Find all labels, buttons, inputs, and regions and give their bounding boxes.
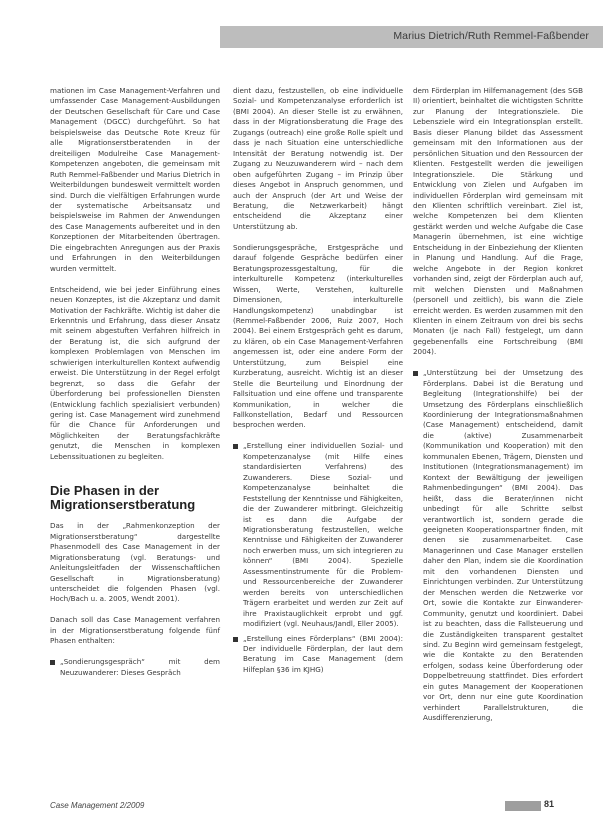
footer-band (505, 801, 541, 811)
running-header-authors: Marius Dietrich/Ruth Remmel-Faßbender (393, 30, 589, 42)
text-column-middle (233, 86, 403, 679)
bullet-square-icon (233, 637, 238, 642)
bullet-item (233, 634, 403, 676)
text-column-right (413, 86, 583, 728)
section-heading: Die Phasen in der Migrationserstberatung (50, 483, 196, 513)
text-column-left (50, 86, 220, 682)
page-number: 81 (544, 799, 555, 809)
bullet-square-icon (413, 371, 418, 376)
footer-journal: Case Management 2/2009 (50, 801, 145, 810)
paragraph: mationen im Case Management-Verfahren und umfassender Case Management-Ausbildungen der Deutschen Gesellschaft für Care und Case Management (DGCC) durchgeführt. So hat beispielsweise das Deutsche Rote Kreuz für alle Migrationserstberatenden in der dreiteiligen Modulreihe Case Management-Kompetenzen angeboten, die gemeinsam mit Ruth Remmel-Faßbender und Marius Dietrich in Weiterbildungen bundesweit vermittelt worden sind. Durch die vielfältigen Erfahrungen wurde der systematische Arbeitsansatz und beispielsweise im Rahmen der Anwendungen des Case Managements aufbereitet und in den Konzeptionen der Mitarbeitenden übertragen. Die eingebrachten Anregungen aus der Praxis und Erfahrungen in den Weiterbildungen wurden vermittelt. (50, 86, 220, 273)
paragraph: Entscheidend, wie bei jeder Einführung eines neuen Konzeptes, ist die Akzeptanz und damit Motivation der Fachkräfte. Wichtig ist daher die Erkenntnis und Erfahrung, dass dieser Ansatz mit seinem abgestuften Verfahren hilfreich in der Beratung ist, die sich aufgrund der komplexen Problemlagen von Menschen im schwierigen interkulturellen Kontext aufwendig erweist. Die Unterstützung in der Regel erfolgt begrenzt, so dass die Gefahr der Überforderung bei professionellen Diensten (Entwicklung fachlich spezialisiert verbunden) gering ist. Case Management wird zunehmend für die Chance für Anforderungen und Möglichkeiten der Beratungsfachkräfte genutzt, die Menschen in komplexen Lebenssituationen zu begleiten. (50, 284, 220, 461)
paragraph: dem Förderplan im Hilfemanagement (des SGB II) orientiert, beinhaltet die wichtigsten Schritte zur Planung der Integrationsziele. Die Lebensziele wird ein Integrationsplan erstellt. Basis dieser Planung bildet das Assessment gemeinsam mit den Informationen aus der persönlichen Situation und den Ressourcen der Klienten. Festgestellt werden die jeweiligen Integrationsziele. Die Stärkung und Entwicklung von Zielen und Aufgaben im individuellen Förderplan wird gemeinsam mit den Klienten schriftlich vereinbart. Ziel ist, welche Kompetenzen bei dem Klienten gestärkt werden und welche Aufgabe die Case Managerin übernehmen, ist eine wichtige Entscheidung in der Einbeziehung der Klienten in Planung und Handlung. Auf die Frage, welche Angebote in der Region konkret vorhanden sind, zeigt der Förderplan auch auf, mit welchen Diensten und Maßnahmen (personell und zeitlich), bis wann die Ziele erreicht werden. Es werden zusammen mit den Klienten in einem Zeitraum von drei bis sechs Monaten (je nach Fall) festgelegt, um dann gegebenenfalls eine Fortschreibung (BMI 2004). (413, 86, 583, 357)
running-header-band (220, 26, 603, 48)
bullet-item (413, 368, 583, 723)
paragraph: Sondierungsgespräche, Erstgespräche und darauf folgende Gespräche bedürfen einer Beratungsprozessgestaltung, für die interkulturelle Kompetenz (interkulturelles Wissen, Werte, Verstehen, kulturelle Dimensionen, interkulturelle Handlungskompetenz) unabdingbar ist (Remmel-Faßbender 2006, Ruiz 2007, Hoch 2004). Bei einem Erstgespräch geht es darum, zu klären, ob ein Case Management-Verfahren angemessen ist, oder eine andere Form der Unterstützung, zum Beispiel eine Kurzberatung, ausreicht. Wichtig ist an dieser Stelle die Beurteilung und Einordnung der Fallsituation und eine offene und transparente Kommunikation, in welcher die Fallkonstellation, Bedarf und Ressourcen besprochen werden. (233, 242, 403, 430)
bullet-item (233, 441, 403, 629)
bullet-text: „Unterstützung bei der Umsetzung des Förderplans. Dabei ist die Beratung und Begleitung (Integrationshilfe) bei der Umsetzung des Förderplans einschließlich Koordinierung der Integrationsmaßnahmen (Case Management) entscheidend, damit die (aktive) Zusammenarbeit (Kommunikation und Kooperation) mit den kommunalen Ebenen, Trägern, Diensten und Institutionen (Integrationsmanagement) im Kontext der Bewältigung der jeweiligen Rahmenbedingungen“ (BMI 2004). Das heißt, dass die Berater/innen nicht unbedingt für alle Schritte selbst verantwortlich ist, sondern gerade die geeigneten Kooperationspartner finden, mit denen sie zusammenarbeitet. Case Managerinnen und Case Manager erstellen daher den Plan, indem sie die Koordination mit den vorhandenen Diensten und Einrichtungen verbinden. Zur Unterstützung der Menschen werden die Netzwerke vor Ort, sowie die Kontakte zur Einwanderer-Community, genutzt und koordiniert. Dabei ist zu beachten, dass die Fallsteuerung und die Zuständigkeiten transparent gestaltet sind. Zu Beginn wird gemeinsam festgelegt, wie die Kontakte zu den Beratenden erfolgen, sodass keine Überforderung oder Doppelbetreuung stattfindet. Dies erfordert ein gutes Management der Kooperationen vor Ort, denn nur eine gute Koordination verhindert Parallelstrukturen, die Ausdifferenzierung, (423, 368, 583, 723)
bullet-text: „Erstellung einer individuellen Sozial- und Kompetenzanalyse (mit Hilfe eines standardisierten Verfahrens) des Zuwanderers. Diese Sozial- und Kompetenzanalyse beinhaltet die Feststellung der Kenntnisse und Fähigkeiten, die der Zuwanderer mitbringt. Gleichzeitig ist es dann die Aufgabe der Migrationsberatung festzustellen, welche Kenntnisse und Fähigkeiten der Zuwanderer noch erwerben muss, um sich integrieren zu können“ (BMI 2004). Spezielle Assessmentinstrumente für die Problem- und Ressourcenbereiche der Zuwanderer werden bereits von unterschiedlichen Trägern erarbeitet und werden zur Zeit auf ihre Praxistauglichkeit erprobt und ggf. modifiziert (vgl. Neuhaus/Jandl, Eller 2005). (243, 441, 403, 629)
bullet-square-icon (233, 444, 238, 449)
bullet-text: „Erstellung eines Förderplans“ (BMI 2004): Der individuelle Förderplan, der laut dem Beratung im Case Management (dem Hilfeplan §36 im KJHG) (243, 633, 403, 674)
bullet-square-icon (50, 660, 55, 665)
paragraph: dient dazu, festzustellen, ob eine individuelle Sozial- und Kompetenzanalyse erforderlich ist (BMI 2004). An dieser Stelle ist zu erwähnen, dass in der Migrationsberatung die Frage des Zugangs (outreach) eine große Rolle spielt und dass je nach Situation eine unterschiedliche Intensität der Beratung notwendig ist. Der Zugang zu Neuzuwanderern wird – nach dem oben aufgeführten Zugang – im Prinzip über dieses Angebot in Anspruch genommen, und auch der Anspruch (der Art und Weise der Beratung, die Netzwerkarbeit) hängt entscheidend die Akzeptanz einer Unterstützung ab. (233, 86, 403, 231)
bullet-item (50, 657, 220, 678)
bullet-text: „Sondierungsgespräch“ mit dem Neuzuwanderer: Dieses Gespräch (60, 657, 220, 677)
paragraph: Das in der „Rahmenkonzeption der Migrationserstberatung“ dargestellte Phasenmodell des Case Management in der Migrationsberatung (vgl. Beratungs- und Anleitungsleitfaden der Wissenschaftlichen Gesellschaft in Migrationsberatung) unterscheidet die folgenden Phasen (vgl. Hoch/Bach u. a. 2005, Wendt 2001). (50, 521, 220, 604)
paragraph: Danach soll das Case Management verfahren in der Migrationserstberatung folgende fünf Phasen enthalten: (50, 615, 220, 646)
